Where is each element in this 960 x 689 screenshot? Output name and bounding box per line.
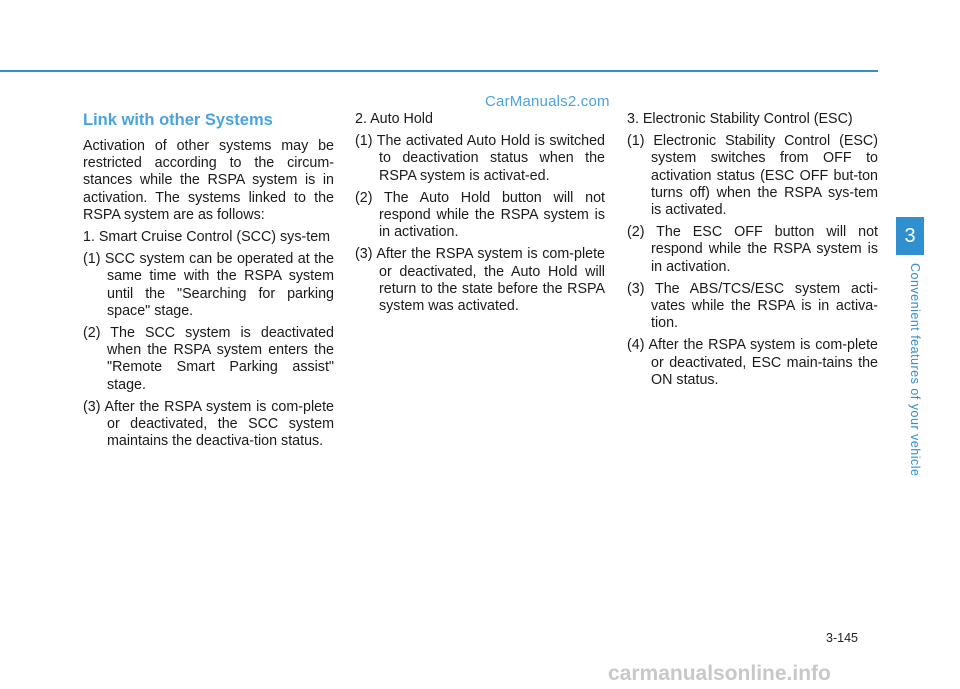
chapter-title: Convenient features of your vehicle [908, 263, 922, 477]
list-item: (3) After the RSPA system is com-plete or deactivated, the SCC system maintains the deactiva-tion status. [83, 398, 334, 450]
list-item: (1) Electronic Stability Control (ESC) system switches from OFF to activation status (ESC OFF but-ton turns off) when the RSPA sys-tem is activated. [627, 133, 878, 219]
list-item: (1) SCC system can be operated at the same time with the RSPA system until the "Searching for parking space" stage. [83, 251, 334, 319]
watermark-bottom: carmanualsonline.info [608, 662, 831, 685]
chapter-tab: 3 [896, 217, 924, 255]
list-item: (1) The activated Auto Hold is switched to deactivation status when the RSPA system is activat-ed. [355, 133, 605, 184]
intro-paragraph: Activation of other systems may be restricted according to the circum-stances while the RSPA system is in activation. The systems linked to the RSPA system are as follows: [83, 138, 334, 223]
header-rule [0, 70, 878, 72]
column-1 [83, 111, 334, 455]
section-title: Link with other Systems [83, 111, 273, 129]
list-item: (4) After the RSPA system is com-plete or deactivated, ESC main-tains the ON status. [627, 337, 878, 388]
watermark-top: CarManuals2.com [485, 93, 610, 110]
list-heading-esc: 3. Electronic Stability Control (ESC) [627, 111, 853, 127]
list-item: (2) The ESC OFF button will not respond while the RSPA system is in activation. [627, 224, 878, 275]
list-item: (2) The Auto Hold button will not respond while the RSPA system is in activation. [355, 189, 605, 241]
list-item: (3) After the RSPA system is com-plete or deactivated, the Auto Hold will return to the state before the RSPA system was activated. [355, 246, 605, 315]
column-2 [355, 111, 605, 320]
page-number: 3-145 [826, 631, 858, 645]
column-3 [627, 111, 878, 394]
list-heading-scc: 1. Smart Cruise Control (SCC) sys-tem [83, 229, 331, 246]
list-heading-auto-hold: 2. Auto Hold [355, 111, 433, 127]
list-item: (2) The SCC system is deactivated when the RSPA system enters the "Remote Smart Parking assist" stage. [83, 325, 334, 393]
list-item: (3) The ABS/TCS/ESC system acti-vates while the RSPA is in activa-tion. [627, 280, 878, 332]
